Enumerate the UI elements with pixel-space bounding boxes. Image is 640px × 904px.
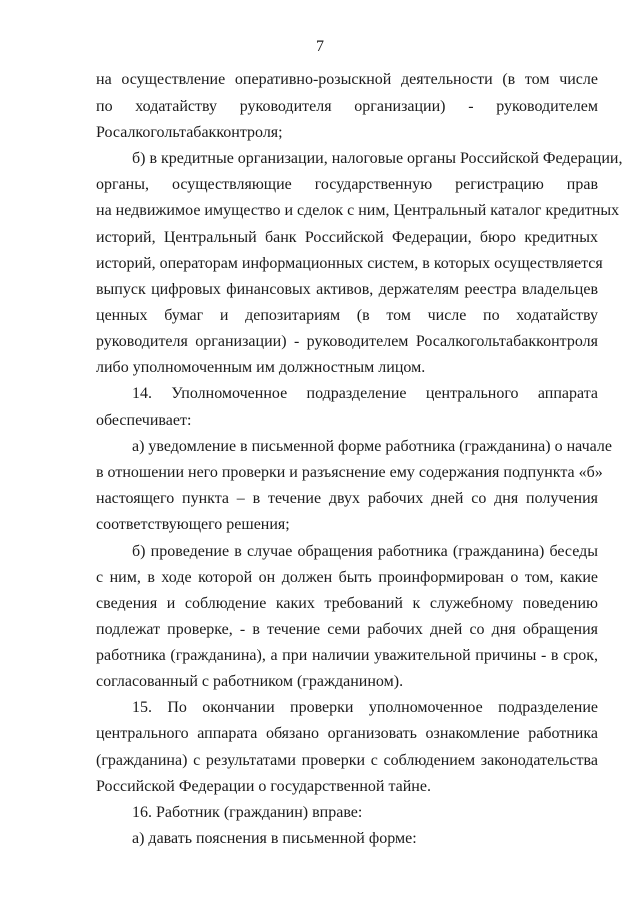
text-line: Российской Федерации о государственной тайне. <box>96 778 431 795</box>
text-line: работника (гражданина), а при наличии уважительной причины - в срок, <box>96 647 598 664</box>
text-line: либо уполномоченным им должностным лицом. <box>96 359 426 376</box>
text-line: органы, осуществляющие государственную регистрацию прав <box>96 176 598 193</box>
text-line: а) давать пояснения в письменной форме: <box>132 830 417 847</box>
text-line: соответствующего решения; <box>96 516 290 533</box>
text-line: обеспечивает: <box>96 412 192 429</box>
text-line: по ходатайству руководителя организации) - руководителем <box>96 98 598 115</box>
text-line: подлежат проверке, - в течение семи рабочих дней со дня обращения <box>96 621 598 638</box>
text-line: выпуск цифровых финансовых активов, держателям реестра владельцев <box>96 281 598 298</box>
text-line: руководителя организации) - руководителем Росалкогольтабакконтроля <box>96 333 598 350</box>
page-number: 7 <box>316 38 324 55</box>
text-line: историй, операторам информационных систем, в которых осуществляется <box>96 255 603 272</box>
text-line: 16. Работник (гражданин) вправе: <box>132 804 363 821</box>
text-line: а) уведомление в письменной форме работника (гражданина) о начале <box>132 438 612 455</box>
text-line: на осуществление оперативно-розыскной деятельности (в том числе <box>96 71 598 88</box>
text-line: б) проведение в случае обращения работника (гражданина) беседы <box>132 543 598 560</box>
text-line: Росалкогольтабакконтроля; <box>96 124 283 141</box>
text-line: центрального аппарата обязано организовать ознакомление работника <box>96 725 598 742</box>
text-line: согласованный с работником (гражданином). <box>96 673 404 690</box>
text-line: 15. По окончании проверки уполномоченное подразделение <box>132 699 598 716</box>
text-line: ценных бумаг и депозитариям (в том числе по ходатайству <box>96 307 598 324</box>
text-line: историй, Центральный банк Российской Федерации, бюро кредитных <box>96 229 598 246</box>
text-line: б) в кредитные организации, налоговые органы Российской Федерации, <box>132 150 623 167</box>
text-line: на недвижимое имущество и сделок с ним, Центральный каталог кредитных <box>96 202 620 219</box>
text-line: (гражданина) с результатами проверки с соблюдением законодательства <box>96 752 598 769</box>
text-line: настоящего пункта – в течение двух рабочих дней со дня получения <box>96 490 598 507</box>
text-line: в отношении него проверки и разъяснение ему содержания подпункта «б» <box>96 464 603 481</box>
text-line: 14. Уполномоченное подразделение центрального аппарата <box>132 385 598 402</box>
text-line: с ним, в ходе которой он должен быть проинформирован о том, какие <box>96 569 598 586</box>
text-line: сведения и соблюдение каких требований к служебному поведению <box>96 595 598 612</box>
